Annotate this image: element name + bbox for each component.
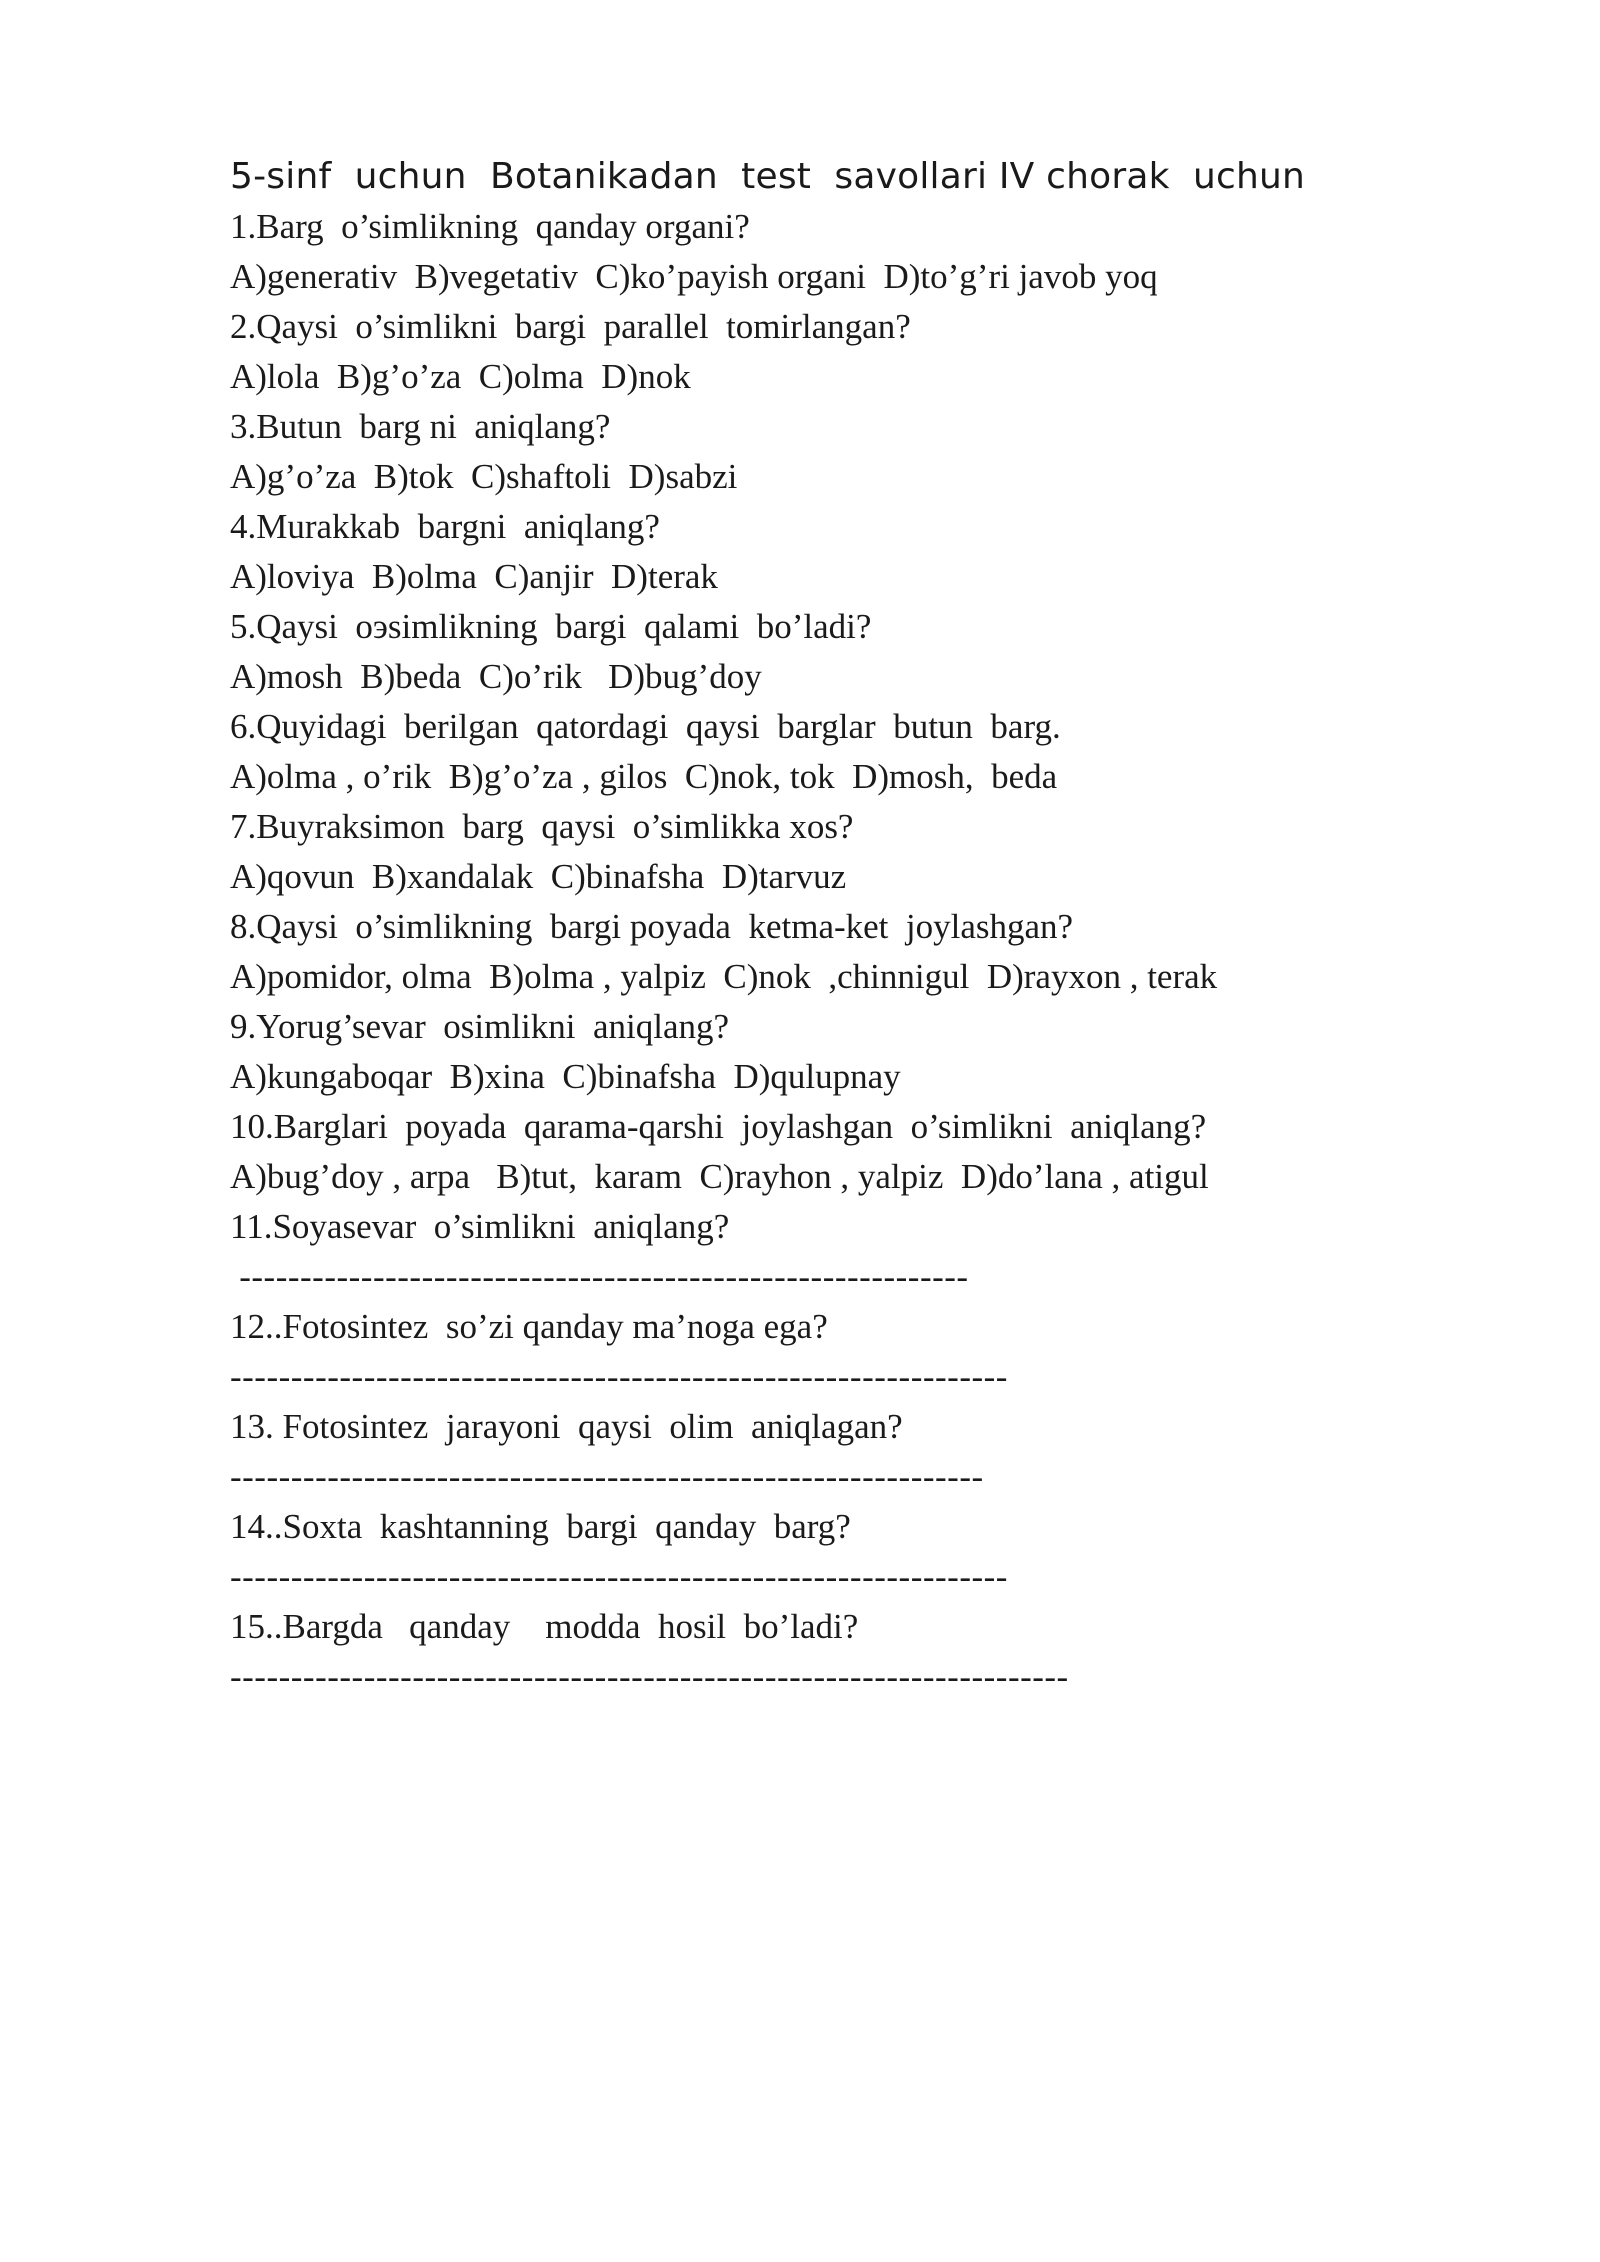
question-5: 5.Qaysi oэsimlikning bargi qalami bo’ladi? <box>230 607 872 646</box>
question-9: 9.Yorug’sevar osimlikni aniqlang? <box>230 1007 730 1046</box>
answers-3: A)g’o’za B)tok C)shaftoli D)sabzi <box>230 457 738 496</box>
answers-7: A)qovun B)xandalak C)binafsha D)tarvuz <box>230 857 847 896</box>
question-4: 4.Murakkab bargni aniqlang? <box>230 507 660 546</box>
question-13: 13. Fotosintez jarayoni qaysi olim aniqlagan? <box>230 1407 903 1446</box>
question-15: 15..Bargda qanday modda hosil bo’ladi? <box>230 1607 859 1646</box>
answers-1: A)generativ B)vegetativ C)ko’payish organi D)to’g’ri javob yoq <box>230 257 1158 296</box>
document-title: 5-sinf uchun Botanikadan test savollari IV chorak uchun <box>230 156 1306 197</box>
question-14: 14..Soxta kashtanning bargi qanday barg? <box>230 1507 851 1546</box>
answers-2: A)lola B)g’o’za C)olma D)nok <box>230 357 691 396</box>
question-10: 10.Barglari poyada qarama-qarshi joylashgan o’simlikni aniqlang? <box>230 1107 1207 1146</box>
question-12: 12..Fotosintez so’zi qanday ma’noga ega? <box>230 1307 828 1346</box>
question-11: 11.Soyasevar o’simlikni aniqlang? <box>230 1207 730 1246</box>
answer-blank-15: --------------------------------------------------------------------- <box>230 1657 1069 1696</box>
question-3: 3.Butun barg ni aniqlang? <box>230 407 611 446</box>
answers-4: A)loviya B)olma C)anjir D)terak <box>230 557 718 596</box>
question-1: 1.Barg o’simlikning qanday organi? <box>230 207 750 246</box>
question-6: 6.Quyidagi berilgan qatordagi qaysi barglar butun barg. <box>230 707 1061 746</box>
answer-blank-11: ------------------------------------------------------------ <box>230 1257 969 1296</box>
answers-9: A)kungaboqar B)xina C)binafsha D)qulupnay <box>230 1057 901 1096</box>
question-7: 7.Buyraksimon barg qaysi o’simlikka xos? <box>230 807 854 846</box>
document-content <box>230 152 1430 1702</box>
answers-10: A)bug’doy , arpa B)tut, karam C)rayhon , yalpiz D)do’lana , atigul <box>230 1157 1209 1196</box>
answers-6: A)olma , o’rik B)g’o’za , gilos C)nok, tok D)mosh, beda <box>230 757 1058 796</box>
question-2: 2.Qaysi o’simlikni bargi parallel tomirlangan? <box>230 307 911 346</box>
answer-blank-13: -------------------------------------------------------------- <box>230 1457 984 1496</box>
question-8: 8.Qaysi o’simlikning bargi poyada ketma-ket joylashgan? <box>230 907 1074 946</box>
answers-5: A)mosh B)beda C)o’rik D)bug’doy <box>230 657 762 696</box>
answer-blank-12: ---------------------------------------------------------------- <box>230 1357 1008 1396</box>
answer-blank-14: ---------------------------------------------------------------- <box>230 1557 1008 1596</box>
answers-8: A)pomidor, olma B)olma , yalpiz C)nok ,chinnigul D)rayxon , terak <box>230 957 1218 996</box>
